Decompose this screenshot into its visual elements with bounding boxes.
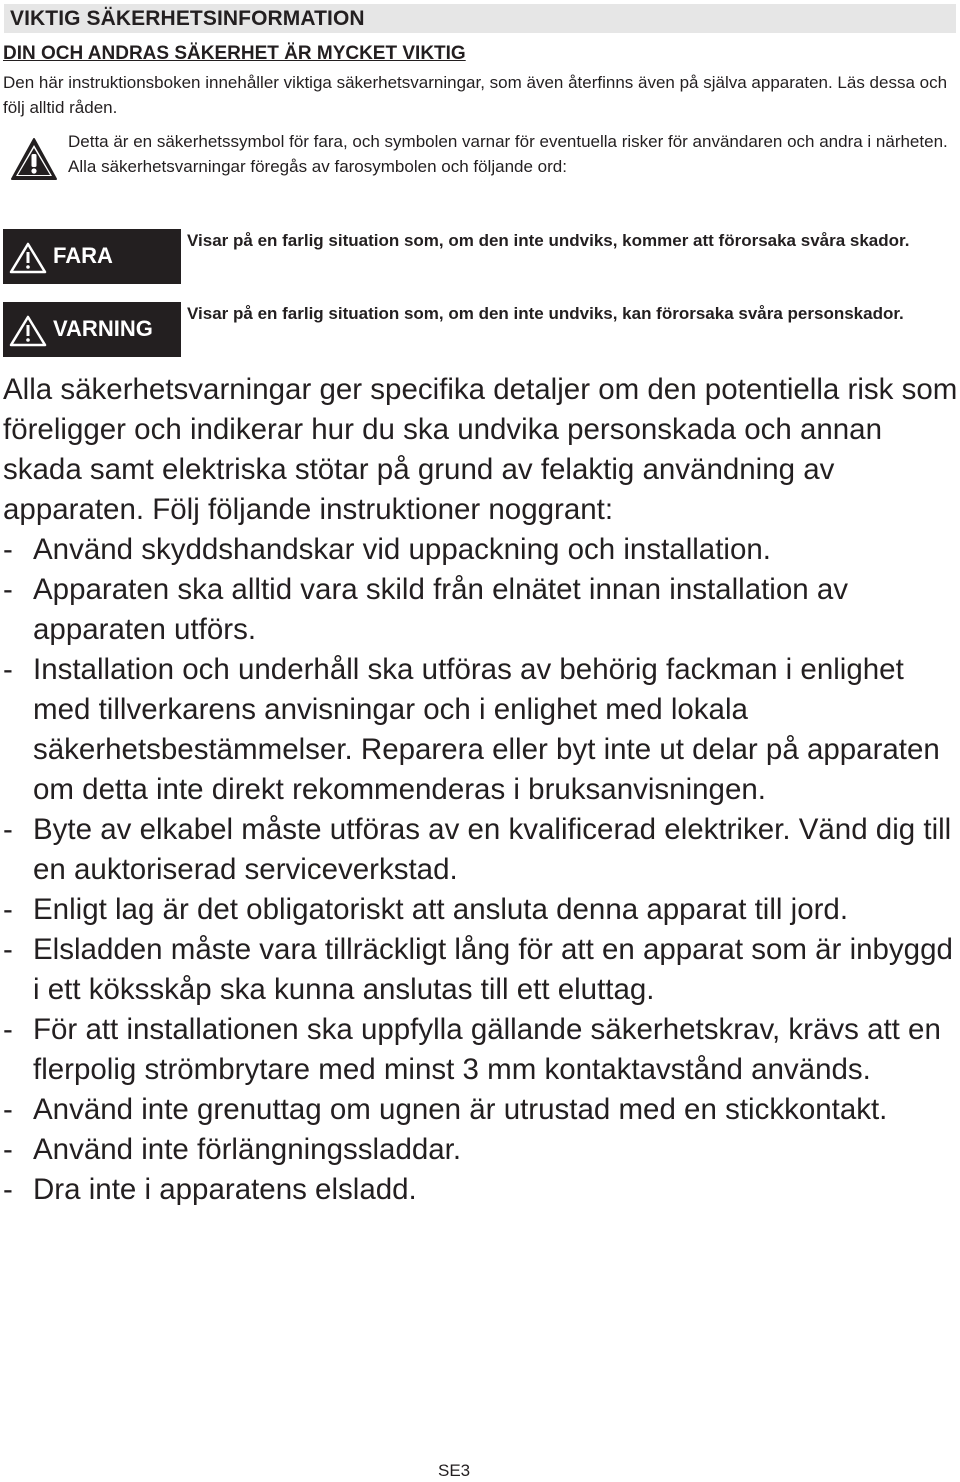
fara-label-box xyxy=(3,229,181,284)
intro-text: Den här instruktionsboken innehåller viktiga säkerhetsvarningar, som även återfinns även på själva apparaten. Läs dessa och följ alltid råden. xyxy=(3,73,948,117)
bullet-dash: - xyxy=(3,933,13,966)
bullet-dash: - xyxy=(3,533,13,566)
list-item xyxy=(3,1130,960,1170)
bullet-dash: - xyxy=(3,813,13,846)
list-item-text: Dra inte i apparatens elsladd. xyxy=(33,1173,417,1206)
list-item-text: Installation och underhåll ska utföras av behörig fackman i enlighet med tillverkarens anvisningar och i enlighet med lokala säkerhetsbestämmelser. Reparera eller byt inte ut delar på apparaten om detta inte direkt rekommenderas i bruksanvisningen. xyxy=(33,653,940,806)
warning-triangle-icon xyxy=(8,314,48,348)
list-item-text: Använd skyddshandskar vid uppackning och installation. xyxy=(33,533,771,566)
list-item xyxy=(3,570,960,650)
section-title: VIKTIG SÄKERHETSINFORMATION xyxy=(10,7,365,30)
symbol-explanation-line1: Detta är en säkerhetssymbol för fara, och symbolen varnar för eventuella risker för användaren och andra i närheten. xyxy=(68,132,948,151)
symbol-explanation xyxy=(68,130,948,179)
list-item-text: Använd inte förlängningssladdar. xyxy=(33,1133,462,1166)
list-item xyxy=(3,930,960,1010)
varning-label-box xyxy=(3,302,181,357)
list-item xyxy=(3,650,960,810)
varning-description: Visar på en farlig situation som, om den inte undviks, kan förorsaka svåra personskador. xyxy=(187,304,904,323)
page-number: SE3 xyxy=(438,1461,471,1480)
list-item xyxy=(3,1090,960,1130)
list-item xyxy=(3,530,960,570)
list-item-text: Byte av elkabel måste utföras av en kvalificerad elektriker. Vänd dig till en auktoriserad serviceverkstad. xyxy=(33,813,952,886)
list-item-text: Elsladden måste vara tillräckligt lång för att en apparat som är inbyggd i ett köksskåp ska kunna anslutas till ett eluttag. xyxy=(33,933,953,1006)
subtitle: DIN OCH ANDRAS SÄKERHET ÄR MYCKET VIKTIG xyxy=(3,43,466,64)
bullet-dash: - xyxy=(3,1093,13,1126)
warning-triangle-icon xyxy=(10,137,58,181)
section-header xyxy=(4,4,956,33)
list-item xyxy=(3,1170,960,1210)
list-item xyxy=(3,890,960,930)
bullet-dash: - xyxy=(3,893,13,926)
bullet-dash: - xyxy=(3,1173,13,1206)
list-item-text: Använd inte grenuttag om ugnen är utrustad med en stickkontakt. xyxy=(33,1093,888,1126)
list-item-text: För att installationen ska uppfylla gällande säkerhetskrav, krävs att en flerpolig strömbrytare med minst 3 mm kontaktavstånd används. xyxy=(33,1013,941,1086)
fara-label: FARA xyxy=(53,243,113,268)
varning-label: VARNING xyxy=(53,316,153,341)
bullet-dash: - xyxy=(3,1013,13,1046)
symbol-explanation-line2: Alla säkerhetsvarningar föregås av farosymbolen och följande ord: xyxy=(68,156,567,176)
fara-description: Visar på en farlig situation som, om den inte undviks, kommer att förorsaka svåra skador. xyxy=(187,231,910,250)
safety-paragraph: Alla säkerhetsvarningar ger specifika detaljer om den potentiella risk som föreligger och indikerar hur du ska undvika personskada och annan skada samt elektriska stötar på grund av felaktig användning av apparaten. Följ följande instruktioner noggrant: xyxy=(3,373,958,526)
bullet-dash: - xyxy=(3,1133,13,1166)
list-item-text: Enligt lag är det obligatoriskt att ansluta denna apparat till jord. xyxy=(33,893,849,926)
safety-instructions-list xyxy=(3,530,960,1210)
bullet-dash: - xyxy=(3,573,13,606)
bullet-dash: - xyxy=(3,653,13,686)
list-item xyxy=(3,810,960,890)
warning-triangle-icon xyxy=(8,241,48,275)
list-item xyxy=(3,1010,960,1090)
list-item-text: Apparaten ska alltid vara skild från elnätet innan installation av apparaten utförs. xyxy=(33,573,849,646)
